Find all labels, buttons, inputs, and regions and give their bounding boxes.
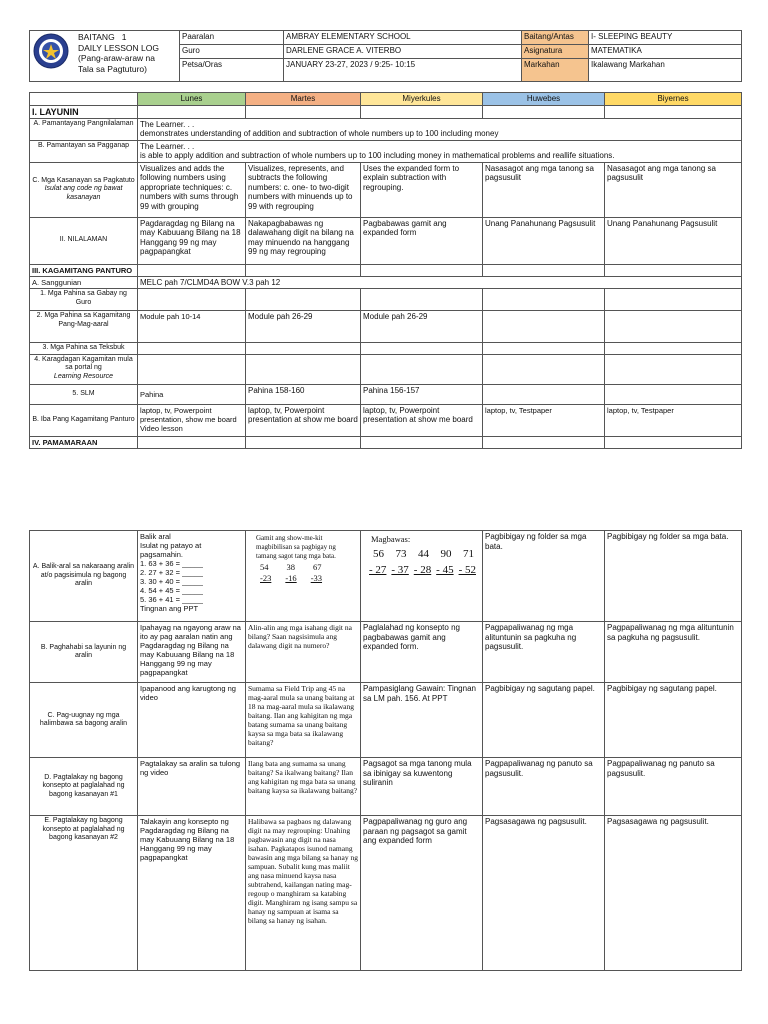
learner-materials-wednesday: Module pah 26-29 xyxy=(361,311,483,343)
problem-number: - 27 xyxy=(369,564,387,576)
problem-number: 67 xyxy=(313,562,322,572)
content-standard-line2: demonstrates understanding of addition and subtraction of whole numbers up to 100 including money xyxy=(140,129,499,138)
discussion1-thursday: Pagpapaliwanag ng panuto sa pagsusulit. xyxy=(483,758,605,816)
other-materials-tuesday: laptop, tv, Powerpoint presentation at show me board xyxy=(246,404,361,436)
discussion2-monday: Talakayin ang konsepto ng Pagdaragdag ng Bilang na may Kabuuang Bilang na 18 Hanggang 99 ng may pagpapangkat xyxy=(138,816,246,971)
row-label-pag-uugnay: C. Pag-uugnay ng mga halimbawa sa bagong aralin xyxy=(30,683,138,758)
row-label-pagtalakay-1: D. Pagtalakay ng bagong konsepto at paglalahad ng bagong kasanayan #1 xyxy=(30,758,138,816)
section-layunin: I. LAYUNIN xyxy=(30,105,138,118)
date-label: Petsa/Oras xyxy=(180,59,284,82)
row-label-balik-aral: A. Balik-aral sa nakaraang aralin at/o pagsisimula ng bagong aralin xyxy=(30,531,138,622)
problem-number: 71 xyxy=(463,548,474,560)
competency-thursday: Nasasagot ang mga tanong sa pagsusulit xyxy=(483,162,605,217)
school-label: Paaralan xyxy=(180,31,284,45)
discussion1-tuesday: Ilang bata ang sumama sa unang baitang? Sa ikalwang baitang? Ilan ang kahigitan ng mga bata sa unang baitang kaysa sa ikalawang baitang? xyxy=(246,758,361,816)
school-value: AMBRAY ELEMENTARY SCHOOL xyxy=(284,31,522,45)
problem-number: - 52 xyxy=(458,564,476,576)
procedure-table xyxy=(29,530,742,971)
references-value: MELC pah 7/CLMD4A BOW V.3 pah 12 xyxy=(138,276,742,289)
problem-number: 73 xyxy=(395,548,407,560)
slm-tuesday: Pahina 158-160 xyxy=(246,384,361,404)
performance-standard-line1: The Learner. . . xyxy=(140,141,195,151)
row-label-slm: 5. SLM xyxy=(30,384,138,404)
review-thursday: Pagbibigay ng folder sa mga bata. xyxy=(483,531,605,622)
review-wednesday-title: Magbawas: xyxy=(371,534,411,544)
slm-wednesday: Pahina 156-157 xyxy=(361,384,483,404)
row-label-paghahabi: B. Paghahabi sa layunin ng aralin xyxy=(30,622,138,683)
row-label-pagtalakay-2: E. Pagtalakay ng bagong konsepto at paglalahad ng bagong kasanayan #2 xyxy=(30,816,138,971)
row-label-teksbuk: 3. Mga Pahina sa Teksbuk xyxy=(30,343,138,355)
problem-number: - 28 xyxy=(413,564,432,576)
other-materials-thursday: laptop, tv, Testpaper xyxy=(483,404,605,436)
day-header-thursday: Huwebes xyxy=(483,93,605,106)
row-label-iba-pang-kagamitan: B. Iba Pang Kagamitang Panturo xyxy=(30,404,138,436)
discussion2-thursday: Pagsasagawa ng pagsusulit. xyxy=(483,816,605,971)
problem-number: - 37 xyxy=(391,564,409,576)
teacher-label: Guro xyxy=(180,45,284,59)
review-friday: Pagbibigay ng folder sa mga bata. xyxy=(605,531,742,622)
content-standard-line1: The Learner. . . xyxy=(140,119,195,129)
quarter-label: Markahan xyxy=(522,59,589,82)
row-label-pamantayan-pagganap: B. Pamantayan sa Pagganap xyxy=(30,140,138,162)
performance-standard-line2: is able to apply addition and subtraction of whole numbers up to 100 including money in mathematical problems and reallife situations. xyxy=(140,151,615,160)
examples-tuesday: Sumama sa Field Trip ang 45 na mag-aaral mula sa unang baitang at 18 na mag-aaral mula sa ikalawang baitang. Ilan ang kahigitan ng mga batang sumama sa unang baitang kaysa sa mga bata sa ikalawang baitang? xyxy=(246,683,361,758)
discussion2-friday: Pagsasagawa ng pagsusulit. xyxy=(605,816,742,971)
review-line: 5. 36 + 41 = _____ xyxy=(140,595,203,604)
day-header-tuesday: Martes xyxy=(246,93,361,106)
competency-wednesday: Uses the expanded form to explain subtraction with regrouping. xyxy=(361,162,483,217)
quarter-value: Ikalawang Markahan xyxy=(589,59,742,82)
problem-number: 56 xyxy=(373,548,384,560)
review-tuesday-title: Gamit ang show-me-kit magbibilisan sa pagbigay ng tamang sagot tang mga bata. xyxy=(256,534,336,560)
kasanayan-sublabel: Isulat ang code ng bawat kasanayan xyxy=(44,185,123,201)
log-title: DAILY LESSON LOG xyxy=(78,42,159,53)
competency-tuesday: Visualizes, represents, and subtracts the following numbers: c. one- to two-digit numbers with minuends up to 99 with regrouping xyxy=(246,162,361,217)
problem-number: 54 xyxy=(260,562,269,572)
row-label-pamantayang: A. Pamantayang Pangnilalaman xyxy=(30,118,138,140)
review-wednesday xyxy=(361,531,483,622)
row-label-kasanayan xyxy=(30,162,138,217)
day-header-wednesday: Miyerkules xyxy=(361,93,483,106)
header-table xyxy=(29,30,742,82)
purpose-wednesday: Paglalahad ng konsepto ng pagbabawas gamit ang expanded form. xyxy=(361,622,483,683)
problem-number: 38 xyxy=(286,562,295,572)
examples-friday: Pagbibigay ng sagutang papel. xyxy=(605,683,742,758)
review-line: 2. 27 + 32 = _____ xyxy=(140,568,203,577)
competency-monday: Visualizes and adds the following numbers using appropriate techniques: c. numbers with sums through 99 with grouping xyxy=(138,162,246,217)
section-pamamaraan: IV. PAMAMARAAN xyxy=(30,436,138,448)
row-label-nilalaman: II. NILALAMAN xyxy=(30,217,138,264)
competency-friday: Nasasagot ang mga tanong sa pagsusulit xyxy=(605,162,742,217)
subject-label: Asignatura xyxy=(522,45,589,59)
review-line: 4. 54 + 45 = _____ xyxy=(140,586,203,595)
content-friday: Unang Panahunang Pagsusulit xyxy=(605,217,742,264)
review-line: 3. 30 + 40 = _____ xyxy=(140,577,203,586)
purpose-monday: Ipahayag na ngayong araw na ito ay pag aaralan natin ang Pagdaragdag ng Bilang na may Kabuuang Bilang na 18 Hanggang 99 ng may pagpapangkat xyxy=(138,622,246,683)
examples-thursday: Pagbibigay ng sagutang papel. xyxy=(483,683,605,758)
content-monday: Pagdaragdag ng Bilang na may Kabuuang Bilang na 18 Hanggang 99 ng may pagpapangkat xyxy=(138,217,246,264)
other-materials-friday: laptop, tv, Testpaper xyxy=(605,404,742,436)
discussion2-tuesday: Halibawa sa pagbaos ng dalawang digit na may regrouping: Unahing pagbawasin ang digit na nasa isahan. Pagkatapos isunod namang bawasin ang mga bilang sa hanay ng sampuan. Subalit kung mas maliit ang nasa minuend kaysa nasa subtrahend, kailangan nating mag-regoup o manghiram sa katabing digit. Manghiram ng isang sampu sa hanay ng sampuan at isama sa bilang sa hanay ng isahan. xyxy=(246,816,361,971)
log-subtitle-1: (Pang-araw-araw na xyxy=(78,53,156,63)
teacher-value: DARLENE GRACE A. VITERBO xyxy=(284,45,522,59)
karagdagan-sublabel: Learning Resource xyxy=(53,372,114,380)
problem-number: -23 xyxy=(260,573,272,583)
problem-number: 44 xyxy=(418,548,429,560)
examples-monday: Ipapanood ang karugtong ng video xyxy=(138,683,246,758)
review-line: 1. 63 + 36 = _____ xyxy=(140,559,203,568)
problem-number: -16 xyxy=(285,573,297,583)
review-line: Isulat ng patayo at pagsamahin. xyxy=(140,541,202,559)
learner-materials-tuesday: Module pah 26-29 xyxy=(246,311,361,343)
content-standard xyxy=(138,118,742,140)
review-monday xyxy=(138,531,246,622)
purpose-thursday: Pagpapaliwanag ng mga alituntunin sa pagkuha ng pagsusulit. xyxy=(483,622,605,683)
purpose-tuesday: Alin-alin ang mga isahang digit na bilang? Saan nagsisimula ang dalawang digit na numero? xyxy=(246,622,361,683)
performance-standard xyxy=(138,140,742,162)
slm-monday: Pahina xyxy=(138,384,246,404)
discussion2-wednesday: Pagpapaliwanag ng guro ang paraan ng pagsagot sa gamit ang expanded form xyxy=(361,816,483,971)
content-tuesday: Nakapagbabawas ng dalawahang digit na bilang na may minuendo na hanggang 99 ng may regrouping xyxy=(246,217,361,264)
discussion1-monday: Pagtalakay sa aralin sa tulong ng video xyxy=(138,758,246,816)
grade-level-label: Baitang/Antas xyxy=(522,31,589,45)
examples-wednesday: Pampasiglang Gawain: Tingnan sa LM pah. 156. At PPT xyxy=(361,683,483,758)
content-wednesday: Pagbabawas gamit ang expanded form xyxy=(361,217,483,264)
other-materials-wednesday: laptop, tv, Powerpoint presentation at show me board xyxy=(361,404,483,436)
subject-value: MATEMATIKA xyxy=(589,45,742,59)
lesson-log-table xyxy=(29,92,742,449)
header-title-block xyxy=(30,31,180,82)
kasanayan-label: C. Mga Kasanayan sa Pagkatuto xyxy=(32,176,135,184)
review-line: Balik aral xyxy=(140,532,171,541)
grade-number: 1 xyxy=(121,32,127,42)
other-materials-monday: laptop, tv, Powerpoint presentation, show me board Video lesson xyxy=(138,404,246,436)
deped-seal-icon xyxy=(33,33,69,69)
grade-level-value: I- SLEEPING BEAUTY xyxy=(589,31,742,45)
row-label-kagamitang-mag-aaral: 2. Mga Pahina sa Kagamitang Pang-Mag-aaral xyxy=(30,311,138,343)
day-header-friday: Biyernes xyxy=(605,93,742,106)
row-label-gabay-guro: 1. Mga Pahina sa Gabay ng Guro xyxy=(30,289,138,311)
discussion1-friday: Pagpapaliwanag ng panuto sa pagsusulit. xyxy=(605,758,742,816)
purpose-friday: Pagpapaliwanag ng mga alituntunin sa pagkuha ng pagsusulit. xyxy=(605,622,742,683)
date-value: JANUARY 23-27, 2023 / 9:25- 10:15 xyxy=(284,59,522,82)
row-label-karagdagan xyxy=(30,354,138,384)
learner-materials-monday: Module pah 10-14 xyxy=(138,311,246,343)
row-label-sanggunian: A. Sanggunian xyxy=(30,276,138,289)
problem-number: 90 xyxy=(440,548,452,560)
discussion1-wednesday: Pagsagot sa mga tanong mula sa ibinigay sa kuwentong suliranin xyxy=(361,758,483,816)
log-subtitle-2: Tala sa Pagtuturo) xyxy=(78,63,147,74)
section-kagamitan: III. KAGAMITANG PANTURO xyxy=(30,264,138,276)
review-tuesday xyxy=(246,531,361,622)
day-header-monday: Lunes xyxy=(138,93,246,106)
karagdagan-label: 4. Karagdagan Kagamitan mula sa portal ng xyxy=(34,355,133,371)
grade-label: BAITANG xyxy=(78,32,115,42)
problem-number: -33 xyxy=(310,573,323,583)
problem-number: - 45 xyxy=(436,564,454,576)
content-thursday: Unang Panahunang Pagsusulit xyxy=(483,217,605,264)
review-line: Tingnan ang PPT xyxy=(140,604,199,613)
